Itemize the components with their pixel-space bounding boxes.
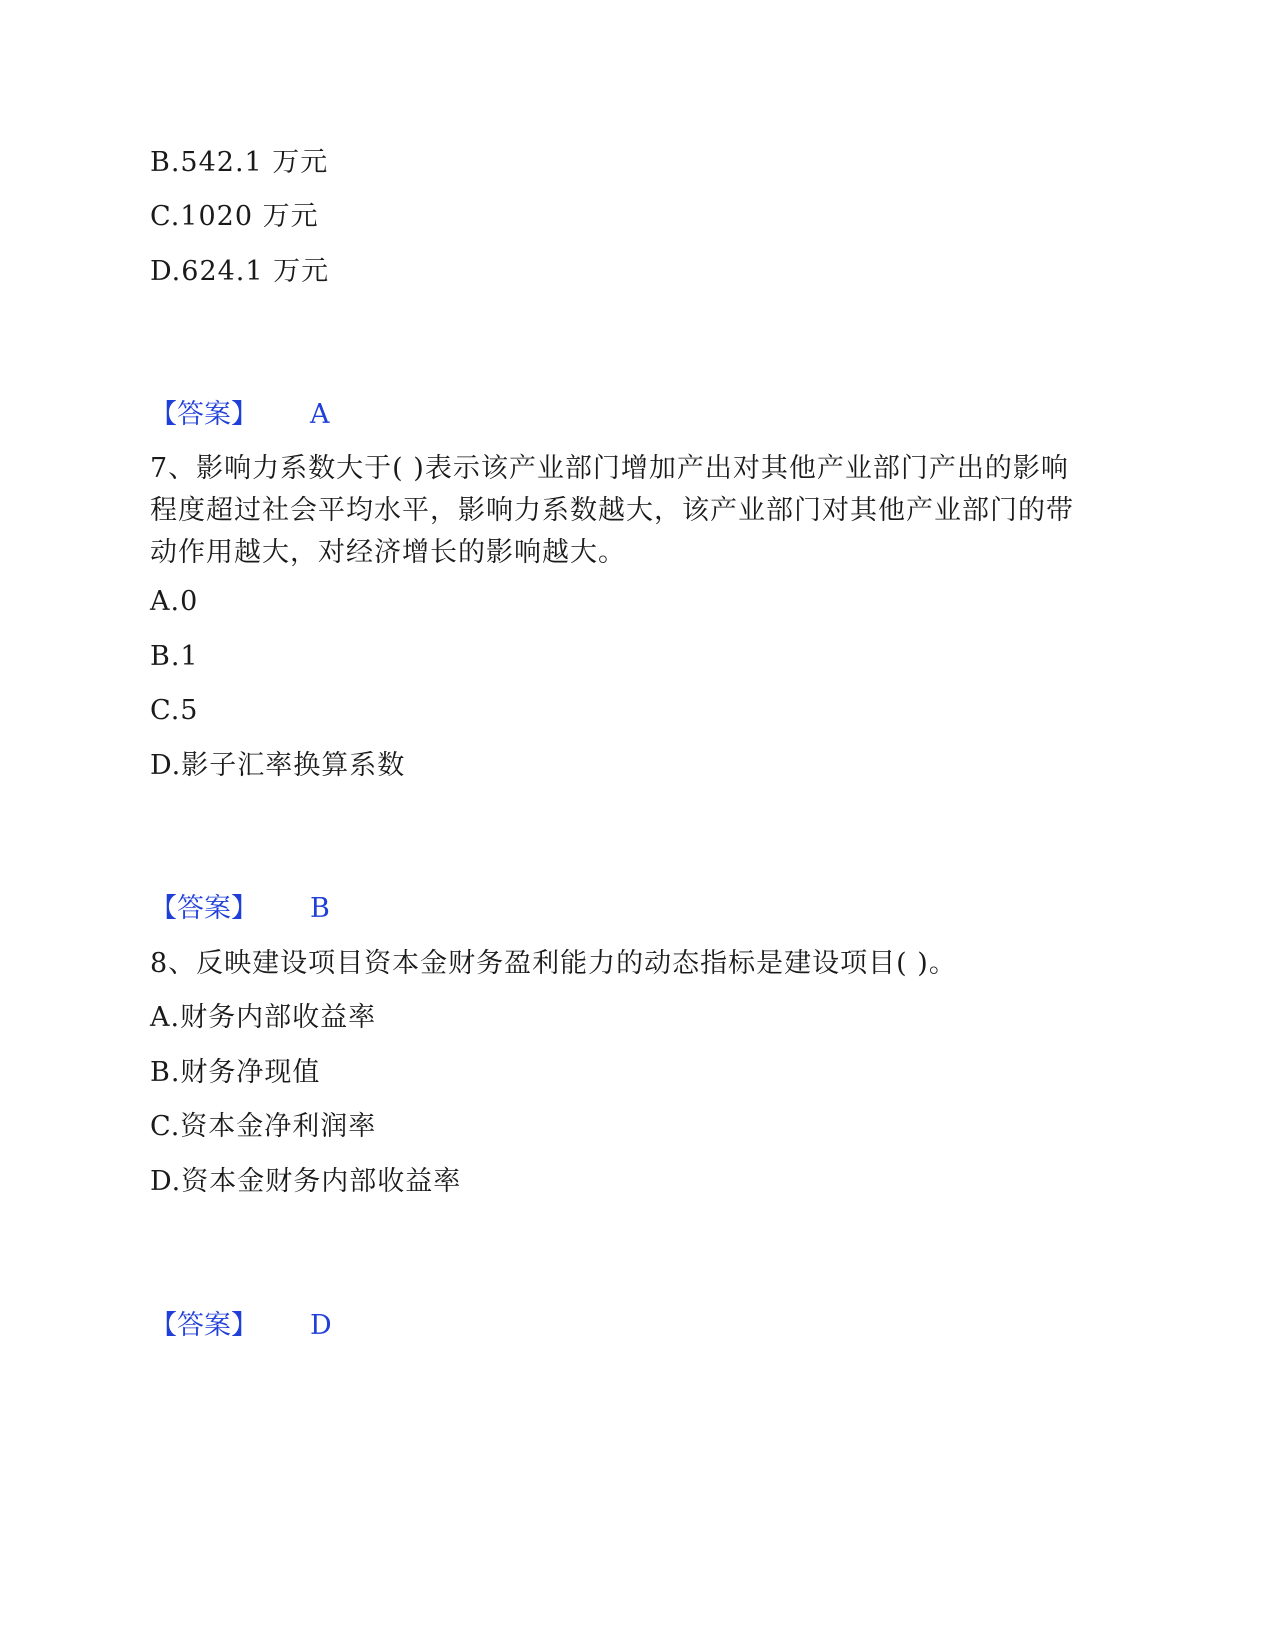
q8-option-a: A.财务内部收益率 <box>150 1002 377 1033</box>
answer-label: 【答案】 <box>150 1310 258 1341</box>
q7-option-a: A.0 <box>150 586 199 617</box>
q6-option-c: C.1020 万元 <box>150 201 319 232</box>
q6-answer <box>150 394 330 436</box>
q7-stem-line-3: 动作用越大，对经济增长的影响越大。 <box>150 537 626 568</box>
answer-value: D <box>310 1310 332 1341</box>
q8-answer <box>150 1305 332 1347</box>
answer-value: B <box>310 893 330 924</box>
q7-option-c: C.5 <box>150 695 199 726</box>
q6-option-b: B.542.1 万元 <box>150 147 329 178</box>
q6-option-d: D.624.1 万元 <box>150 256 330 287</box>
q7-stem-line-2: 程度超过社会平均水平，影响力系数越大，该产业部门对其他产业部门的带 <box>150 495 1074 526</box>
q8-stem-line-1: 8、反映建设项目资本金财务盈利能力的动态指标是建设项目( )。 <box>150 948 957 979</box>
q8-option-d: D.资本金财务内部收益率 <box>150 1166 462 1197</box>
q7-option-d: D.影子汇率换算系数 <box>150 750 406 781</box>
q7-option-b: B.1 <box>150 641 199 672</box>
q8-option-c: C.资本金净利润率 <box>150 1111 377 1142</box>
q7-stem-line-1: 7、影响力系数大于( )表示该产业部门增加产出对其他产业部门产出的影响 <box>150 453 1069 484</box>
q7-answer <box>150 888 330 930</box>
answer-value: A <box>310 399 330 430</box>
answer-label: 【答案】 <box>150 399 258 430</box>
answer-label: 【答案】 <box>150 893 258 924</box>
q8-option-b: B.财务净现值 <box>150 1057 321 1088</box>
